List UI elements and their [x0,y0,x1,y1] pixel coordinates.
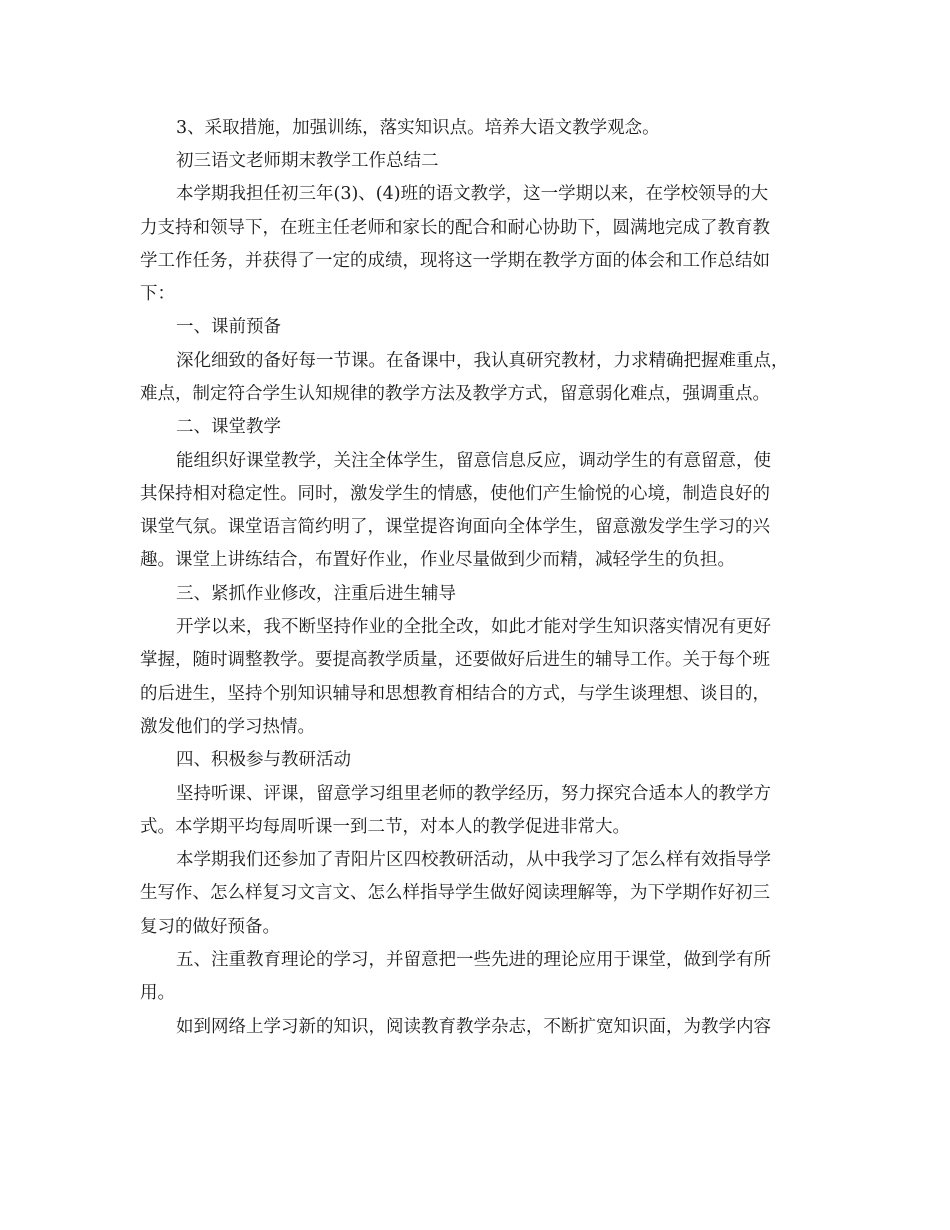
paragraph-line: 掌握，随时调整教学。要提高教学质量，还要做好后进生的辅导工作。关于每个班 [140,650,770,670]
section-heading: 五、注重教育理论的学习，并留意把一些先进的理论应用于课堂，做到学有所 [176,950,771,970]
paragraph-line: 激发他们的学习热情。 [140,717,315,737]
paragraph-line: 的后进生，坚持个别知识辅导和思想教育相结合的方式，与学生谈理想、谈目的， [140,684,770,704]
section-heading: 二、课堂教学 [176,417,281,437]
paragraph-line: 深化细致的备好每一节课。在备课中，我认真研究教材，力求精确把握难重点， [176,351,789,371]
paragraph-line: 力支持和领导下，在班主任老师和家长的配合和耐心协助下，圆满地完成了教育教 [140,218,770,238]
paragraph-line: 下： [140,284,175,304]
paragraph-line: 生写作、怎么样复习文言文、怎么样指导学生做好阅读理解等，为下学期作好初三 [140,883,770,903]
paragraph-line: 本学期我担任初三年(3)、(4)班的语文教学，这一学期以来，在学校领导的大 [176,184,769,204]
paragraph-line: 难点，制定符合学生认知规律的教学方法及教学方式，留意弱化难点，强调重点。 [140,384,770,404]
section-title: 初三语文老师期末教学工作总结二 [176,151,439,171]
section-heading: 四、积极参与教研活动 [176,750,351,770]
paragraph-line: 开学以来，我不断坚持作业的全批全改，如此才能对学生知识落实情况有更好 [176,617,771,637]
paragraph-line: 课堂气氛。课堂语言简约明了，课堂提咨询面向全体学生，留意激发学生学习的兴 [140,517,770,537]
paragraph-line: 用。 [140,983,175,1003]
paragraph-line: 能组织好课堂教学，关注全体学生，留意信息反应，调动学生的有意留意，使 [176,451,771,471]
paragraph-line: 式。本学期平均每周听课一到二节，对本人的教学促进非常大。 [140,817,630,837]
section-heading: 三、紧抓作业修改，注重后进生辅导 [176,584,456,604]
section-heading: 一、课前预备 [176,317,281,337]
paragraph-line: 坚持听课、评课，留意学习组里老师的教学经历，努力探究合适本人的教学方 [176,784,771,804]
paragraph-line: 学工作任务，并获得了一定的成绩，现将这一学期在教学方面的体会和工作总结如 [140,251,770,271]
paragraph-line: 如到网络上学习新的知识，阅读教育教学杂志，不断扩宽知识面，为教学内容 [176,1017,771,1037]
paragraph-line: 其保持相对稳定性。同时，激发学生的情感，使他们产生愉悦的心境，制造良好的 [140,484,770,504]
paragraph-line: 复习的做好预备。 [140,917,280,937]
paragraph-line: 趣。课堂上讲练结合，布置好作业，作业尽量做到少而精，减轻学生的负担。 [140,550,735,570]
paragraph-line: 3、采取措施，加强训练，落实知识点。培养大语文教学观念。 [176,118,660,138]
paragraph-line: 本学期我们还参加了青阳片区四校教研活动，从中我学习了怎么样有效指导学 [176,850,771,870]
